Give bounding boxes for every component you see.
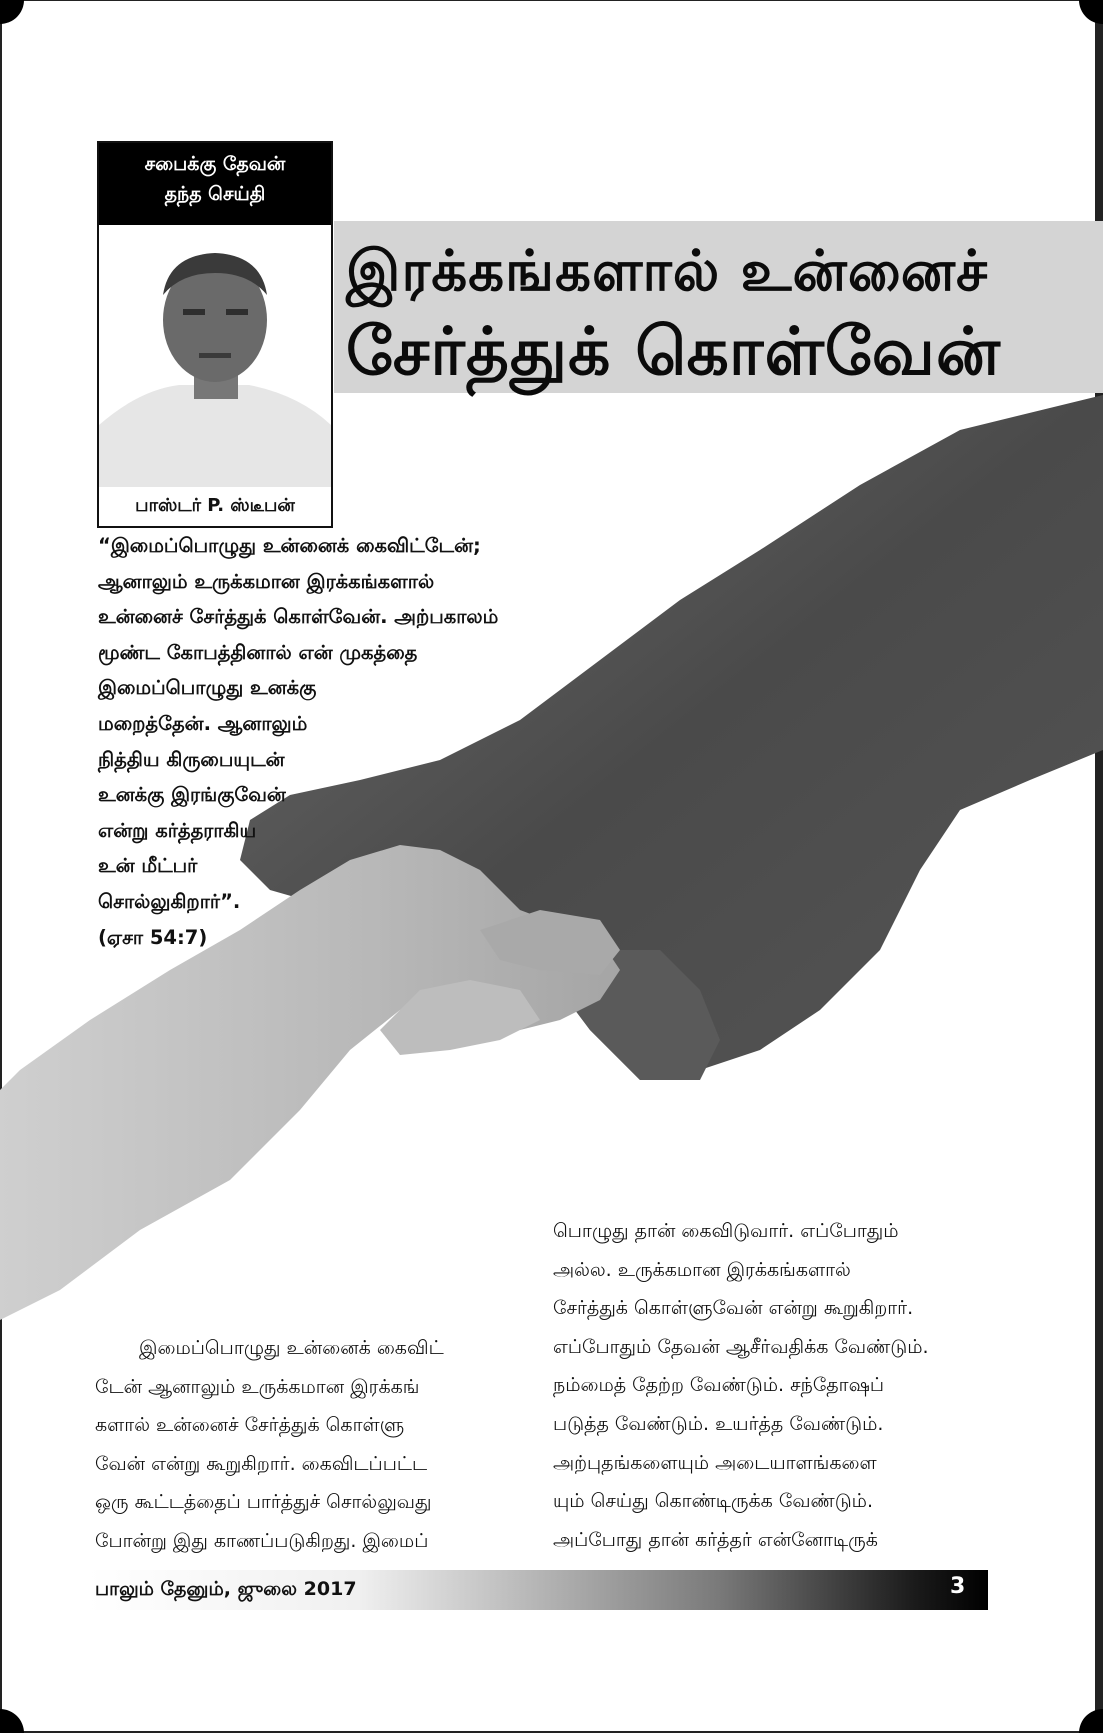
quote-line: உன் மீட்பர் (98, 854, 198, 878)
quote-line: மூண்ட கோபத்தினால் என் முகத்தை (98, 640, 418, 664)
author-photo (99, 225, 331, 487)
title-line1: இரக்கங்களால் உன்னைச் (346, 239, 989, 304)
quote-line: மறைத்தேன். ஆனாலும் (98, 711, 308, 735)
body-line: அற்புதங்களையும் அடையாளங்களை (553, 1451, 877, 1474)
quote-line: சொல்லுகிறார்”. (98, 889, 241, 913)
quote-line: “இமைப்பொழுது உன்னைக் கைவிட்டேன்; (98, 534, 481, 557)
body-line: ஒரு கூட்டத்தைப் பார்த்துச் சொல்லுவது (95, 1491, 432, 1514)
quote-line: உன்னைச் சேர்த்துக் கொள்வேன். அற்பகாலம் (98, 605, 499, 629)
body-line: யும் செய்து கொண்டிருக்க வேண்டும். (553, 1490, 873, 1513)
body-line: களால் உன்னைச் சேர்த்துக் கொள்ளு (95, 1414, 405, 1437)
section-label (99, 143, 331, 225)
body-line: போன்று இது காணப்படுகிறது. இமைப் (95, 1529, 429, 1552)
body-line: வேன் என்று கூறுகிறார். கைவிடப்பட்ட (95, 1452, 428, 1475)
quote-reference: (ஏசா 54:7) (98, 925, 208, 949)
body-line: அல்ல. உருக்கமான இரக்கங்களால் (553, 1258, 851, 1281)
quote-line: ஆனாலும் உருக்கமான இரக்கங்களால் (98, 569, 435, 593)
section-label-line2: தந்த செய்தி (164, 183, 266, 205)
body-line: சேர்த்துக் கொள்ளுவேன் என்று கூறுகிறார். (553, 1297, 914, 1320)
scripture-quote (98, 528, 618, 955)
section-label-line1: சபைக்கு தேவன் (144, 153, 286, 175)
body-line: படுத்த வேண்டும். உயர்த்த வேண்டும். (553, 1412, 884, 1435)
page-number: 3 (950, 1574, 966, 1599)
quote-line: நித்திய கிருபையுடன் (98, 747, 285, 771)
author-name: பாஸ்டர் P. ஸ்டீபன் (135, 495, 295, 516)
title-line2: சேர்த்துக் கொள்வேன் (346, 313, 1001, 390)
author-box (97, 141, 333, 528)
body-line: பொழுது தான் கைவிடுவார். எப்போதும் (553, 1220, 899, 1242)
body-column-left (95, 1329, 540, 1561)
article-title (346, 232, 1086, 392)
quote-line: இமைப்பொழுது உனக்கு (98, 676, 317, 700)
body-column-right (553, 1212, 1009, 1559)
body-line: இமைப்பொழுது உன்னைக் கைவிட் (139, 1337, 444, 1359)
magazine-name-date: பாலும் தேனும், ஜுலை 2017 (95, 1578, 357, 1600)
body-line: அப்போது தான் கர்த்தர் என்னோடிருக் (553, 1528, 878, 1551)
body-line: டேன் ஆனாலும் உருக்கமான இரக்கங் (95, 1375, 420, 1398)
quote-line: என்று கர்த்தராகிய (98, 818, 257, 842)
quote-line: உனக்கு இரங்குவேன் (98, 783, 286, 807)
body-line: நம்மைத் தேற்ற வேண்டும். சந்தோஷப் (553, 1374, 885, 1397)
body-line: எப்போதும் தேவன் ஆசீர்வதிக்க வேண்டும். (553, 1335, 929, 1358)
